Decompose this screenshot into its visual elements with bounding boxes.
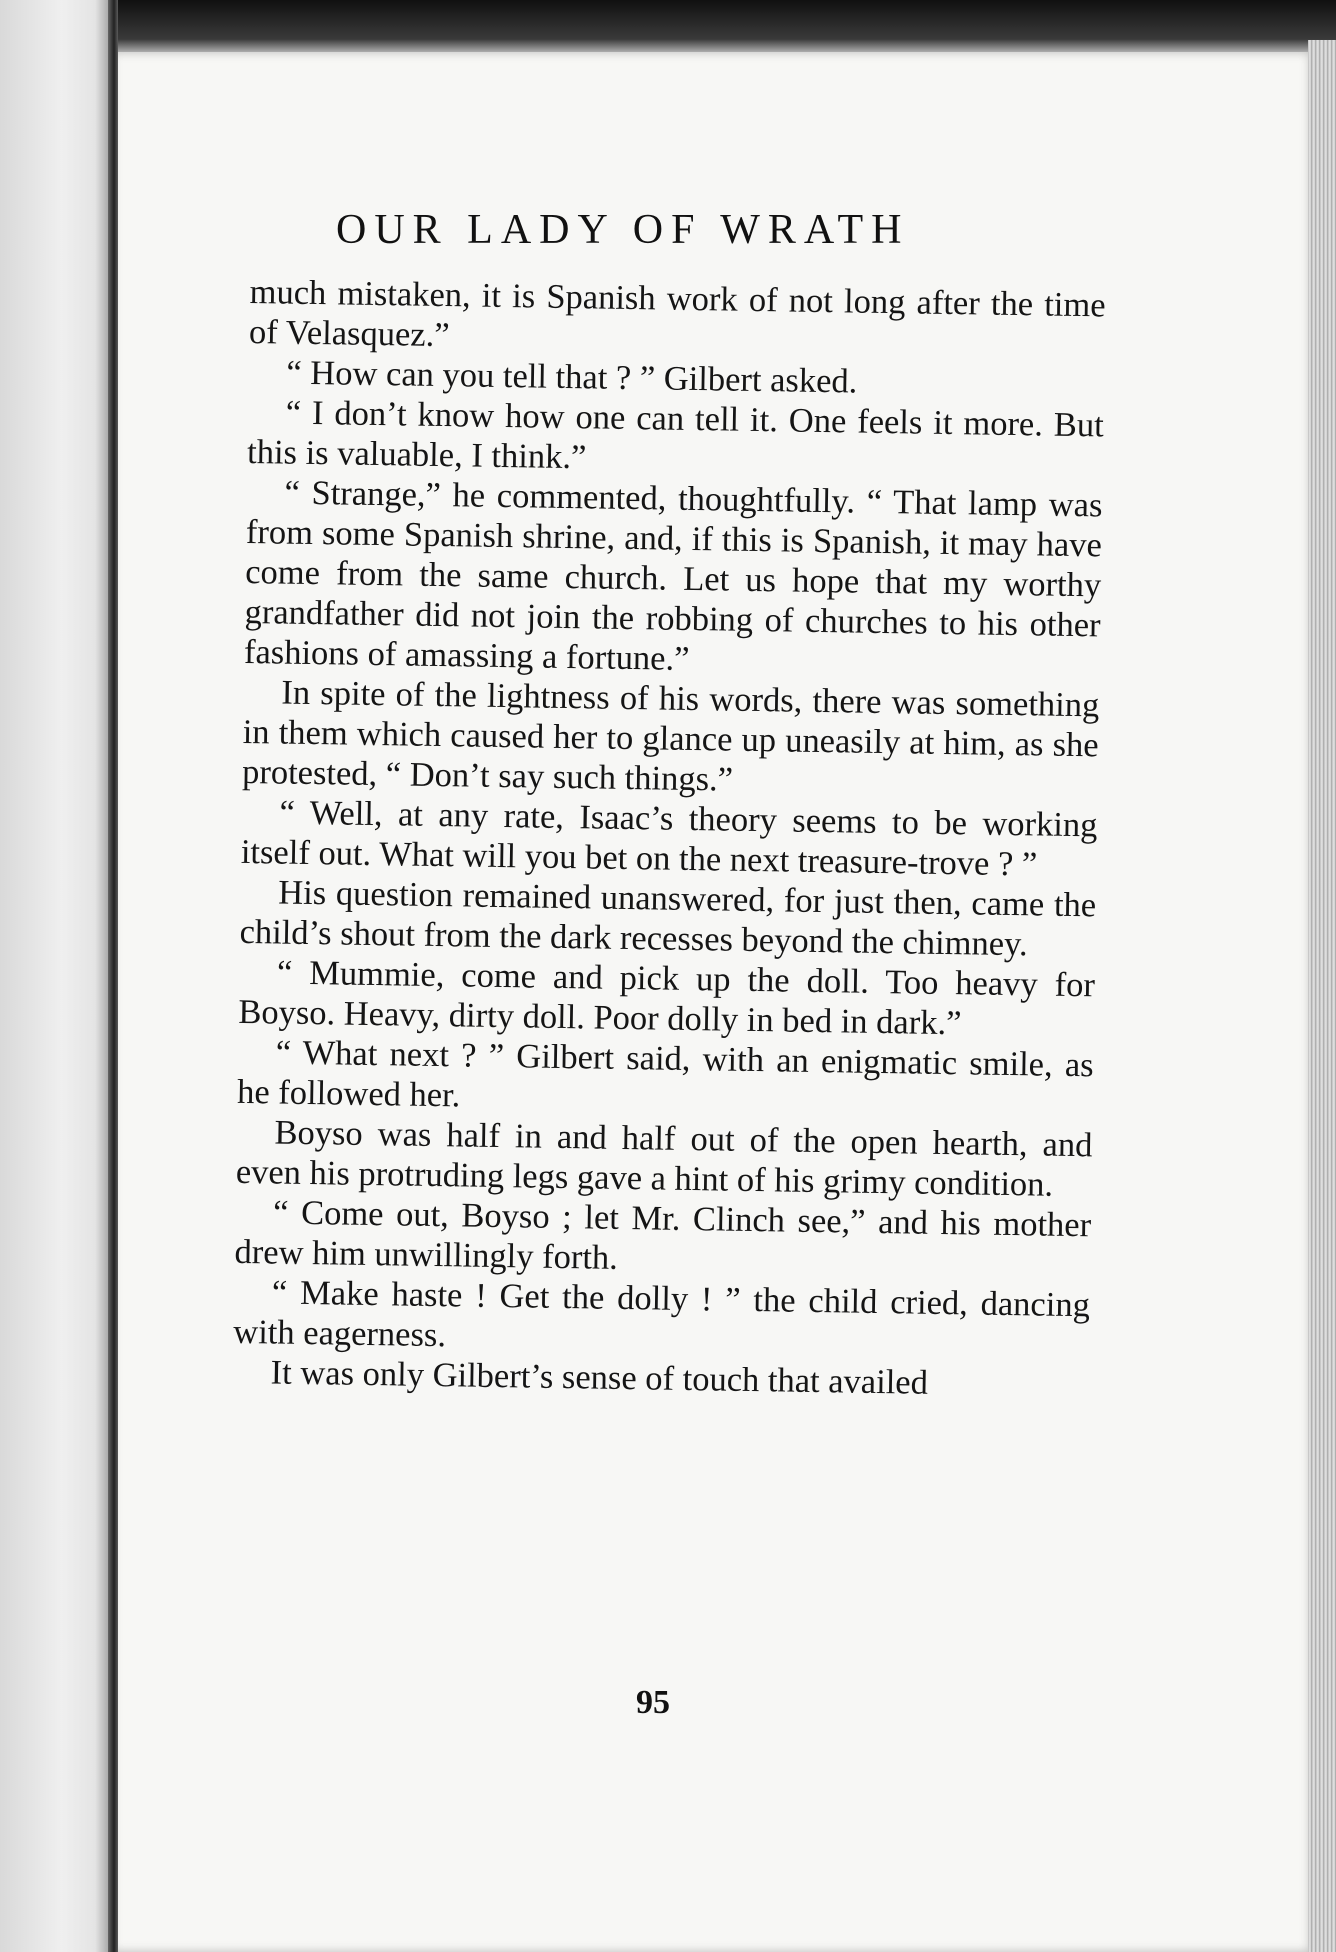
paragraph: “ What next ? ” Gilbert said, with an enigmatic smile, as he followed her. — [236, 1033, 1094, 1115]
paragraph: “ Mummie, come and pick up the doll. Too heavy for Boyso. Heavy, dirty doll. Poor dolly in bed in dark.” — [238, 953, 1096, 1043]
paragraph: “ Make haste ! Get the dolly ! ” the child cried, dancing with eagerness. — [233, 1273, 1091, 1355]
page-stack-edge — [1308, 40, 1336, 1952]
paragraph: “ Strange,” he commented, thoughtfully. “ That lamp was from some Spanish shrine, and, if this is Spanish, it may have come from the same church. Let us hope that my worthy grandfather did not join the robbing of churches to his other fashions of amassing a fortune.” — [243, 473, 1103, 678]
paragraph: In spite of the lightness of his words, there was something in them which caused her to glance up uneasily at him, as she protested, “ Don’t say such things.” — [241, 673, 1100, 799]
body-text — [232, 272, 1105, 1405]
scan-top-border — [118, 0, 1336, 56]
page-number: 95 — [636, 1684, 670, 1721]
paragraph: It was only Gilbert’s sense of touch that availed — [270, 1353, 929, 1402]
running-head: OUR LADY OF WRATH — [336, 207, 910, 253]
paragraph: “ Come out, Boyso ; let Mr. Clinch see,” and his mother drew him unwillingly forth. — [234, 1193, 1092, 1277]
paragraph: much mistaken, it is Spanish work of not long after the time of Velasquez.” — [248, 272, 1106, 355]
paragraph: His question remained unanswered, for just then, came the child’s shout from the dark recesses beyond the chimney. — [239, 873, 1097, 964]
previous-page-edge — [0, 0, 112, 1952]
paragraph: Boyso was half in and half out of the open hearth, and even his protruding legs gave a hint of his grimy condition. — [235, 1113, 1093, 1204]
paragraph: “ I don’t know how one can tell it. One feels it more. But this is valuable, I think.” — [246, 393, 1104, 477]
paragraph: “ How can you tell that ? ” Gilbert asked. — [286, 353, 858, 401]
paragraph: “ Well, at any rate, Isaac’s theory seems to be working itself out. What will you bet on the next treasure-trove ? ” — [240, 793, 1098, 884]
